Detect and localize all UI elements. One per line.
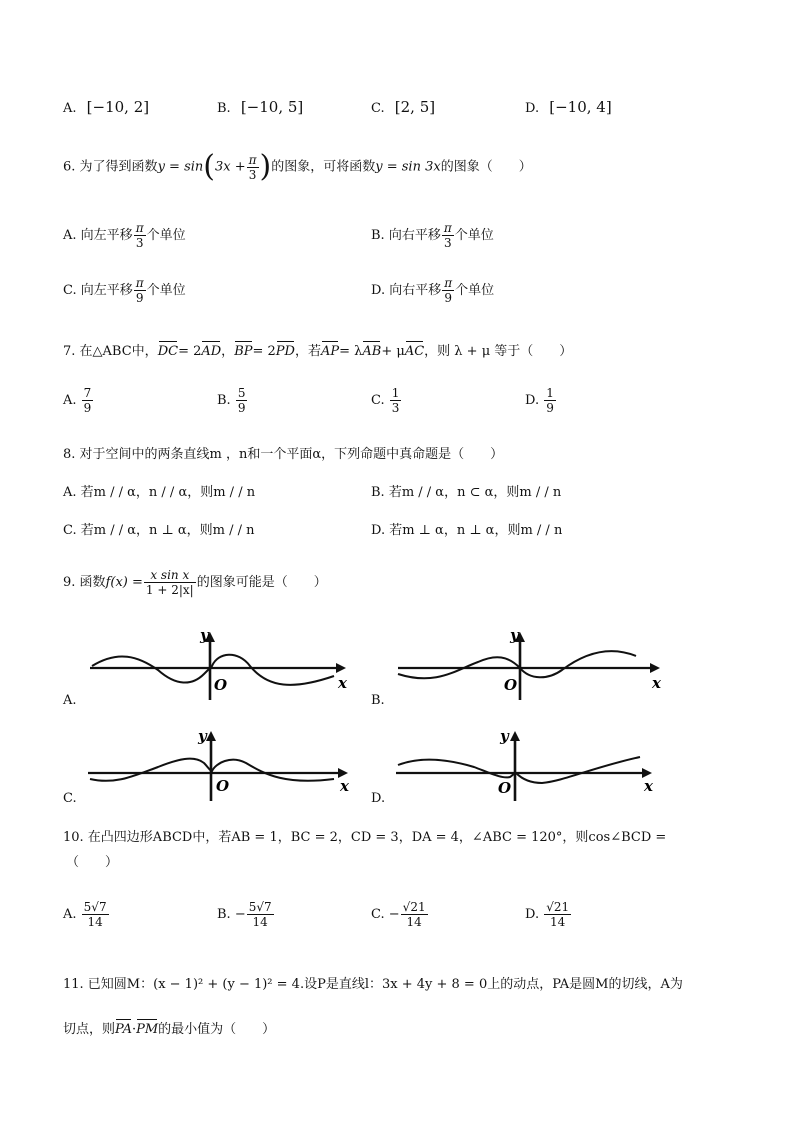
fraction bbox=[144, 568, 196, 597]
q8-option-c: C. 若m / / α，n ⊥ α，则m / / n bbox=[63, 523, 255, 538]
option-label: B. bbox=[217, 393, 231, 408]
option-label: C. bbox=[371, 907, 385, 922]
function-curve bbox=[398, 757, 640, 783]
fraction bbox=[442, 221, 454, 250]
question-number: 7. bbox=[63, 344, 76, 359]
q5-option-b bbox=[217, 98, 303, 116]
denominator: 14 bbox=[406, 915, 422, 929]
vector: PM bbox=[136, 1022, 159, 1037]
sign: − bbox=[388, 907, 400, 922]
q9-graph-b bbox=[396, 630, 664, 702]
fraction bbox=[442, 276, 454, 305]
stem-text: 为了得到函数 bbox=[79, 159, 158, 175]
q9-option-b-label: B. bbox=[371, 693, 385, 708]
option-value: [2, 5] bbox=[394, 98, 436, 116]
q9-option-d-label: D. bbox=[371, 791, 386, 806]
q9-graph-c bbox=[86, 727, 352, 803]
q10-option-d bbox=[525, 900, 572, 929]
option-value: [−10, 4] bbox=[549, 98, 612, 116]
numerator: √21 bbox=[402, 900, 426, 914]
option-label: D. bbox=[525, 101, 540, 116]
denominator: 14 bbox=[252, 915, 268, 929]
question-8-stem: 8. 对于空间中的两条直线m ，n和一个平面α，下列命题中真命题是（ ） bbox=[63, 447, 504, 462]
denominator: 3 bbox=[443, 236, 452, 250]
q9-graph-d bbox=[394, 727, 656, 803]
right-paren: ) bbox=[259, 149, 272, 184]
stem-text: 的图象（ ） bbox=[440, 159, 532, 175]
denominator: 9 bbox=[546, 401, 554, 415]
numerator: π bbox=[444, 276, 453, 290]
origin-label: O bbox=[214, 676, 228, 694]
numerator: π bbox=[135, 276, 144, 290]
q7-option-d bbox=[525, 386, 557, 415]
q5-option-d bbox=[525, 98, 612, 116]
x-axis-arrow bbox=[650, 663, 660, 673]
q7-option-a bbox=[63, 386, 94, 415]
y-axis-arrow bbox=[510, 731, 520, 741]
formula: = 2 bbox=[178, 344, 202, 359]
question-6-stem bbox=[63, 149, 532, 184]
sign: − bbox=[234, 907, 246, 922]
question-number: 6. bbox=[63, 159, 76, 175]
fraction bbox=[544, 900, 571, 929]
formula: f(x) = bbox=[105, 575, 143, 590]
denominator: 9 bbox=[135, 291, 144, 305]
question-10-stem-line-1: 10. 在凸四边形ABCD中，若AB = 1，BC = 2，CD = 3，DA = 4，∠ABC = 120°，则cos∠BCD = bbox=[63, 830, 667, 845]
option-text: 个单位 bbox=[146, 228, 186, 243]
vector: BP bbox=[234, 344, 253, 359]
q10-option-b bbox=[217, 900, 275, 929]
q6-option-c bbox=[63, 276, 186, 305]
option-value: [−10, 5] bbox=[240, 98, 304, 116]
vector: PA bbox=[115, 1022, 132, 1037]
y-axis-label: y bbox=[200, 630, 209, 644]
numerator: x sin x bbox=[144, 568, 196, 583]
formula: 3x + bbox=[214, 159, 246, 175]
stem-text: ，则 λ + μ 等于（ ） bbox=[424, 344, 573, 359]
option-value: [−10, 2] bbox=[86, 98, 150, 116]
option-text: 个单位 bbox=[146, 283, 186, 298]
stem-text: 切点，则 bbox=[63, 1022, 116, 1037]
question-9-stem bbox=[63, 568, 327, 597]
option-label: B. bbox=[217, 101, 231, 116]
stem-text: 的最小值为（ ） bbox=[158, 1022, 276, 1037]
option-text: 个单位 bbox=[454, 228, 494, 243]
x-axis-label: x bbox=[340, 777, 349, 795]
numerator: 1 bbox=[546, 386, 554, 400]
formula: = 2 bbox=[252, 344, 276, 359]
formula: y = sin 3x bbox=[375, 159, 441, 175]
formula: y = sin bbox=[157, 159, 204, 175]
y-axis-label: y bbox=[510, 630, 519, 644]
numerator: 7 bbox=[83, 386, 92, 400]
stem-text: 的图象，可将函数 bbox=[271, 159, 376, 175]
origin-label: O bbox=[216, 777, 230, 795]
q6-option-a bbox=[63, 221, 186, 250]
x-axis-label: x bbox=[644, 777, 653, 795]
fraction bbox=[82, 386, 94, 415]
numerator: √21 bbox=[546, 900, 570, 914]
denominator: 14 bbox=[550, 915, 566, 929]
vector: AP bbox=[320, 344, 340, 359]
option-label: A. bbox=[63, 393, 77, 408]
fraction bbox=[82, 900, 109, 929]
denominator: 9 bbox=[237, 401, 246, 415]
q7-option-c bbox=[371, 386, 402, 415]
denominator: 9 bbox=[444, 291, 453, 305]
option-text: 个单位 bbox=[455, 283, 495, 298]
formula: + μ bbox=[381, 344, 405, 359]
denominator: 14 bbox=[87, 915, 103, 929]
q9-option-c-label: C. bbox=[63, 791, 77, 806]
option-label: D. bbox=[525, 907, 540, 922]
numerator: 1 bbox=[391, 386, 400, 400]
vector: AD bbox=[201, 344, 222, 359]
left-paren: ( bbox=[203, 149, 215, 184]
y-axis-label: y bbox=[500, 727, 509, 745]
numerator: 5 bbox=[237, 386, 246, 400]
fraction bbox=[236, 386, 248, 415]
formula: = λ bbox=[339, 344, 363, 359]
q10-option-c bbox=[371, 900, 429, 929]
x-axis-label: x bbox=[338, 674, 347, 692]
numerator: π bbox=[443, 221, 452, 235]
option-text: 向右平移 bbox=[389, 283, 442, 298]
q7-option-b bbox=[217, 386, 248, 415]
stem-text: 的图象可能是（ ） bbox=[196, 575, 327, 590]
q10-option-a bbox=[63, 900, 110, 929]
option-label: D. bbox=[371, 283, 386, 298]
option-label: C. bbox=[63, 283, 77, 298]
q5-option-a bbox=[63, 98, 149, 116]
option-label: C. bbox=[371, 393, 385, 408]
option-label: C. bbox=[371, 101, 385, 116]
q8-option-d: D. 若m ⊥ α，n ⊥ α，则m / / n bbox=[371, 523, 563, 538]
function-curve bbox=[92, 655, 334, 685]
pi-over-3 bbox=[247, 153, 259, 182]
origin-label: O bbox=[504, 676, 518, 694]
question-number: 9. bbox=[63, 575, 76, 590]
y-axis-label: y bbox=[198, 727, 207, 745]
vector: AC bbox=[404, 344, 425, 359]
fraction bbox=[134, 276, 146, 305]
option-label: B. bbox=[371, 228, 385, 243]
question-10-stem-line-2: （ ） bbox=[66, 855, 119, 870]
x-axis-arrow bbox=[336, 663, 346, 673]
q9-graph-a bbox=[88, 630, 350, 702]
stem-text: 在△ABC中， bbox=[79, 344, 158, 359]
denominator: 3 bbox=[391, 401, 400, 415]
vector: AB bbox=[362, 344, 382, 359]
option-label: B. bbox=[217, 907, 231, 922]
numerator: π bbox=[248, 152, 257, 167]
q5-option-c bbox=[371, 98, 435, 116]
vector: DC bbox=[157, 344, 179, 359]
q6-option-b bbox=[371, 221, 494, 250]
fraction bbox=[401, 900, 428, 929]
y-axis-arrow bbox=[206, 731, 216, 741]
option-label: A. bbox=[63, 228, 77, 243]
stem-text: ，若 bbox=[294, 344, 321, 359]
question-7-stem: 7. 在△ABC中，DC= 2AD，BP= 2PD，若AP= λAB+ μAC，则 λ + μ 等于（ ） bbox=[63, 344, 573, 359]
x-axis-label: x bbox=[652, 674, 661, 692]
dot-operator: · bbox=[131, 1022, 137, 1037]
option-text: 向左平移 bbox=[80, 228, 133, 243]
option-text: 向右平移 bbox=[388, 228, 441, 243]
numerator: 5√7 bbox=[248, 900, 272, 914]
vector: PD bbox=[275, 344, 295, 359]
option-text: 向左平移 bbox=[80, 283, 133, 298]
denominator: 3 bbox=[248, 167, 257, 182]
question-11-stem-line-1: 11. 已知圆M：(x − 1)² + (y − 1)² = 4.设P是直线l：3x + 4y + 8 = 0上的动点，PA是圆M的切线，A为 bbox=[63, 977, 683, 992]
option-label: A. bbox=[63, 907, 77, 922]
fraction bbox=[390, 386, 402, 415]
q8-option-a: A. 若m / / α，n / / α，则m / / n bbox=[63, 485, 256, 500]
origin-label: O bbox=[498, 779, 512, 797]
fraction bbox=[247, 900, 274, 929]
q8-option-b: B. 若m / / α，n ⊂ α，则m / / n bbox=[371, 485, 562, 500]
option-label: D. bbox=[525, 393, 540, 408]
fraction bbox=[134, 221, 146, 250]
function-curve bbox=[398, 651, 636, 678]
denominator: 9 bbox=[83, 401, 92, 415]
numerator: π bbox=[135, 221, 144, 235]
fraction bbox=[544, 386, 556, 415]
option-label: A. bbox=[63, 101, 77, 116]
denominator: 3 bbox=[135, 236, 144, 250]
stem-text: 函数 bbox=[79, 575, 106, 590]
numerator: 5√7 bbox=[83, 900, 107, 914]
q6-option-d bbox=[371, 276, 494, 305]
q9-option-a-label: A. bbox=[63, 693, 77, 708]
denominator: 1 + 2|x| bbox=[145, 583, 194, 597]
question-11-stem-line-2 bbox=[63, 1018, 275, 1037]
